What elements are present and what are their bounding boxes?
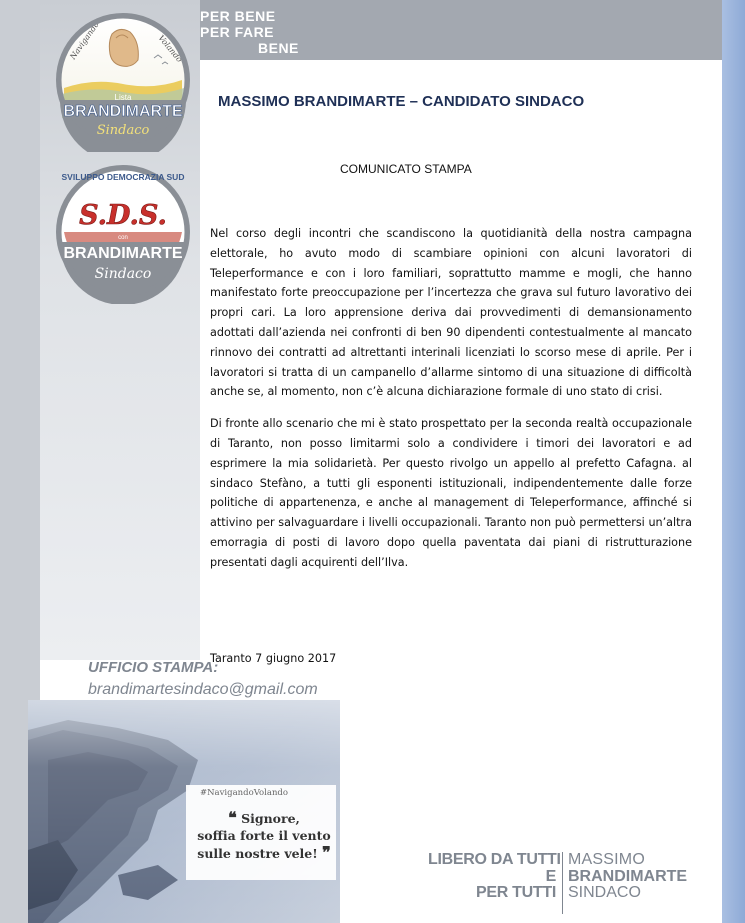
logo2-con: con (118, 235, 128, 241)
logo1-small: Lista (114, 93, 132, 102)
logo1-arc-left: Navigando (68, 20, 101, 62)
slogan-line-1: PER BENE (200, 8, 276, 24)
slogan (200, 8, 320, 56)
slogan-line-2: PER FARE (200, 24, 275, 40)
footer-candidate-last-name: BRANDIMARTE (568, 867, 688, 885)
footer-candidate (568, 852, 687, 902)
press-office-label: UFFICIO STAMPA: (88, 659, 219, 676)
release-date: Taranto 7 giugno 2017 (210, 652, 337, 665)
page-title: MASSIMO BRANDIMARTE – CANDIDATO SINDACO (218, 93, 585, 110)
logo2-role: Sindaco (94, 266, 152, 282)
quote-text (194, 809, 334, 862)
logo1-role: Sindaco (96, 123, 150, 138)
quote-close-icon: ❞ (322, 843, 331, 862)
quote-line-1: Signore, (241, 811, 300, 826)
sds-logo (54, 160, 192, 304)
paragraph-2: Di fronte allo scenario che mi è stato prospettato per la seconda realtà occupazionale di Taranto, non posso limitarmi solo a condividere i timori dei lavoratori e ad esprimere la mia solidarietà. Per questo rivolgo un appello al prefetto Cafagna. al sindaco Stefàno, a tutti gli esponenti istituzionali, indipendentemente dalle forze politiche di appartenenza, e anche al management di Teleperformance, affinché si attivino per salvaguardare i livelli occupazionali. Taranto non può permettersi un’altra emorragia di posti di lavoro dopo quella paventata dai piani di ristrutturazione presentati dagli acquirenti dell’Ilva. (210, 417, 692, 569)
quote-line-2: soffia forte il vento (197, 828, 331, 843)
quote-line-3: sulle nostre vele! (197, 846, 318, 861)
lista-brandimarte-logo (54, 8, 192, 152)
logo1-name: BRANDIMARTE (63, 103, 183, 120)
footer-motto-line-2: E (545, 867, 556, 885)
logo1-arc-right: Volando (156, 33, 185, 65)
footer-candidate-role: SINDACO (568, 884, 641, 901)
slogan-line-3: BENE (258, 40, 299, 56)
press-office-email[interactable]: brandimartesindaco@gmail.com (88, 681, 318, 698)
hashtag: #NavigandoVolando (200, 788, 288, 798)
logo2-name: BRANDIMARTE (63, 245, 183, 262)
document-subtitle: COMUNICATO STAMPA (340, 162, 472, 176)
logo2-acronym: S.D.S. (79, 200, 167, 231)
footer-motto-line-3: PER TUTTI (476, 884, 556, 901)
footer-motto (428, 851, 561, 902)
press-release-body (210, 224, 692, 585)
right-border (722, 0, 745, 923)
logo2-arc: SVILUPPO DEMOCRAZIA SUD (61, 172, 185, 182)
footer-motto-line-1: LIBERO DA TUTTI (428, 851, 561, 868)
footer-divider (562, 852, 563, 914)
quote-open-icon: ❝ (228, 808, 237, 827)
footer-candidate-first-name: MASSIMO (568, 851, 645, 868)
paragraph-1: Nel corso degli incontri che scandiscono la quotidianità della nostra campagna elettorale, ho avuto modo di scambiare opinioni con alcuni lavoratori di Teleperformance e con i loro familiari, soprattutto mamme e mogli, che hanno manifestato forte preoccupazione per l’incertezza che grava sul futuro lavorativo dei propri cari. La loro apprensione deriva dai provvedimenti di demansionamento adottati dall’azienda nei confronti di ben 90 dipendenti contestualmente al mancato rinnovo dei contratti ad altrettanti interinali licenziati lo scorso mese di aprile. Per i lavoratori si tratta di un campanello d’allarme sintomo di una situazione di difficoltà anche se, al momento, non c’è alcuna dichiarazione formale di uno stato di crisi. (210, 227, 692, 399)
